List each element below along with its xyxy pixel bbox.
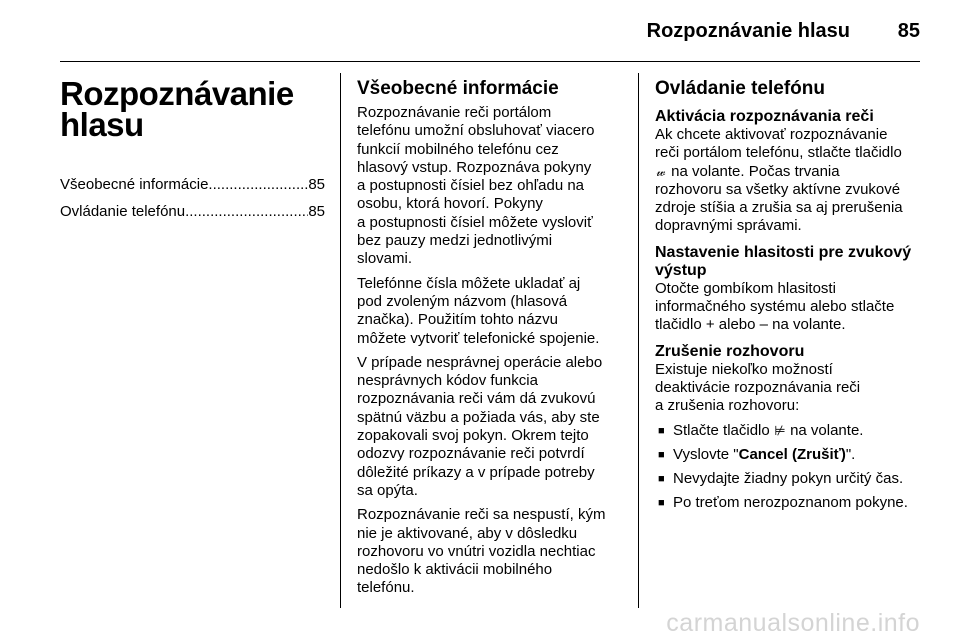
header-page-number: 85 xyxy=(897,20,920,42)
subsection-heading: Zrušenie rozhovoru xyxy=(655,342,805,360)
watermark: carmanualsonline.info xyxy=(666,609,920,637)
toc-label: Ovládanie telefónu xyxy=(60,203,186,221)
section-heading: Ovládanie telefónu xyxy=(655,78,825,99)
paragraph: Otočte gombíkom hlasitosti informačného systému alebo stlačte tlačidlo + alebo – na volante. xyxy=(655,279,895,334)
column-general-info xyxy=(357,78,625,604)
column-chapter xyxy=(60,75,325,222)
column-divider xyxy=(638,73,639,608)
column-phone-control xyxy=(655,78,923,519)
chapter-title-line: hlasu xyxy=(60,106,144,143)
list-item: ■ Po treťom nerozpoznanom pokyne. xyxy=(655,494,923,512)
list-item: ■ Stlačte tlačidlo ⊭ na volante. xyxy=(655,422,923,440)
list-item: ■ Nevydajte žiadny pokyn určitý čas. xyxy=(655,470,923,488)
subsection-heading: Aktivácia rozpoznávania reči xyxy=(655,108,874,125)
toc-page: 85 xyxy=(308,203,325,221)
toc-page: 85 xyxy=(308,176,325,193)
chapter-title xyxy=(60,75,325,143)
toc-leader xyxy=(208,176,308,194)
voice-control-icon: 𝓌 xyxy=(656,163,666,179)
mute-voice-icon: ⊭ xyxy=(774,422,786,438)
header-title: Rozpoznávanie hlasu xyxy=(646,20,850,42)
toc-leader xyxy=(185,203,308,221)
chapter-title-line: Rozpoznávanie xyxy=(60,75,294,112)
paragraph: Rozpoznávanie reči sa nespustí, kým nie je aktivované, aby v dôsledku rozhovoru vo vnútri vozidla nechtiac nedošlo k aktivácii mobilného telefónu. xyxy=(357,506,606,597)
list-item: ■ Vyslovte "Cancel (Zrušiť)". xyxy=(655,446,923,464)
bullet-list xyxy=(655,422,923,513)
column-divider xyxy=(340,73,341,608)
paragraph: Telefónne čísla môžete ukladať aj pod zvoleným názvom (hlasová značka). Použitím tohto názvu môžete vytvoriť telefonické spojenie. xyxy=(357,274,600,347)
paragraph: Rozpoznávanie reči portálom telefónu umožní obsluhovať viacero funkcií mobilného telefónu cez hlasový vstup. Rozpoznáva pokyny a postupnosti čísiel bez ohľadu na osobu, ktorá hovorí. Pokyny a postupnosti čísiel môžete vysloviť bez pauzy medzi jednotlivými slovami. xyxy=(357,104,595,268)
paragraph: Ak chcete aktivovať rozpoznávanie reči portálom telefónu, stlačte tlačidlo 𝓌 na volante. Počas trvania rozhovoru sa všetky aktívne zvukové zdroje stíšia a zrušia sa aj prerušenia dopravnými správami. xyxy=(655,126,903,235)
section-heading: Všeobecné informácie xyxy=(357,78,559,99)
header-rule xyxy=(60,61,920,62)
paragraph: Existuje niekoľko možností deaktivácie rozpoznávania reči a zrušenia rozhovoru: xyxy=(655,360,861,415)
paragraph: V prípade nesprávnej operácie alebo nesprávnych kódov funkcia rozpoznávania reči vám dá zvukovú spätnú väzbu a požiada vás, aby ste zopakovali svoj pokyn. Okrem tejto odozvy rozpoznávanie reči potvrdí dôležité príkazy a v prípade potreby sa opýta. xyxy=(357,353,603,499)
toc-label: Všeobecné informácie xyxy=(60,176,209,193)
toc-entry[interactable] xyxy=(60,176,325,194)
subsection-heading: Nastavenie hlasitosti pre zvukový výstup xyxy=(655,243,912,279)
toc-entry[interactable] xyxy=(60,203,325,221)
